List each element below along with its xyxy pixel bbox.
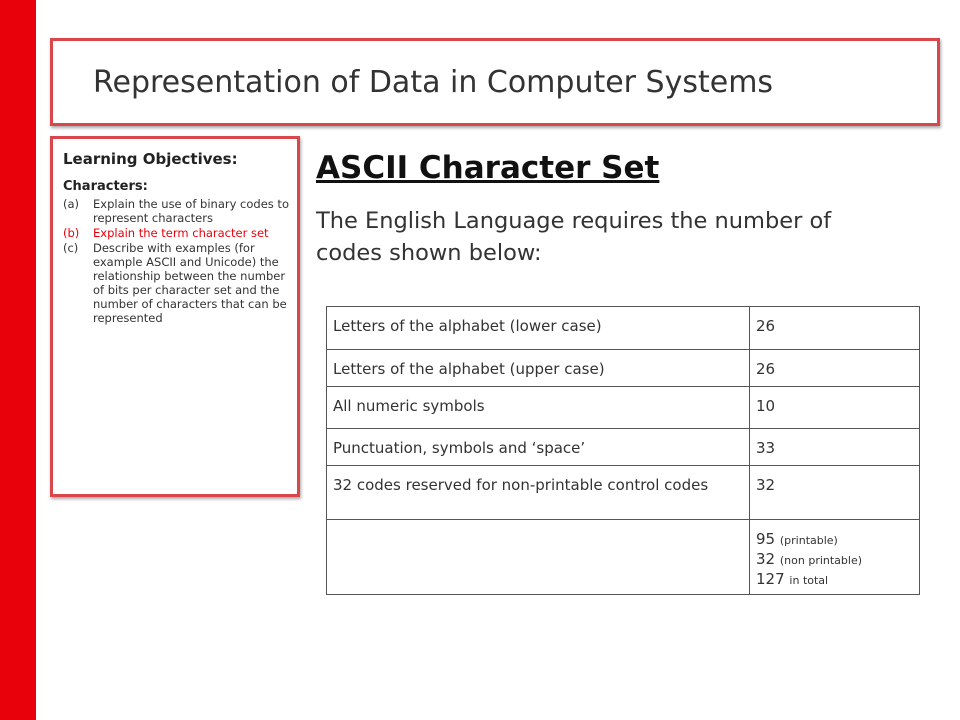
title-box	[50, 38, 940, 126]
objectives-heading: Learning Objectives:	[63, 150, 238, 168]
table-cell-totals	[750, 520, 920, 595]
objective-label: (c)	[63, 241, 79, 255]
table-cell-description: All numeric symbols	[327, 387, 750, 429]
objective-label: (a)	[63, 197, 80, 211]
objective-item-b	[63, 226, 289, 240]
table-row-totals	[327, 520, 920, 595]
table-row	[327, 466, 920, 520]
objective-text: Describe with examples (for example ASCII and Unicode) the relationship between the number of bits per character set and the number of characters that can be represented	[93, 241, 287, 325]
left-accent-bar	[0, 0, 36, 720]
total-value: 32	[756, 550, 776, 568]
table-row	[327, 387, 920, 429]
total-note: (printable)	[779, 534, 838, 547]
total-all	[756, 570, 913, 590]
table-cell-empty	[327, 520, 750, 595]
total-note: in total	[789, 574, 829, 587]
table-cell-count: 33	[750, 429, 920, 466]
objectives-subheading: Characters:	[63, 179, 148, 194]
intro-text: The English Language requires the number of codes shown below:	[316, 208, 832, 266]
table-row	[327, 307, 920, 350]
table-cell-count: 26	[750, 307, 920, 350]
table-cell-description: Letters of the alphabet (lower case)	[327, 307, 750, 350]
total-value: 95	[756, 530, 776, 548]
total-note: (non printable)	[779, 554, 863, 567]
table-cell-description: 32 codes reserved for non-printable control codes	[327, 466, 750, 520]
total-non-printable	[756, 550, 913, 570]
table-cell-description: Punctuation, symbols and ‘space’	[327, 429, 750, 466]
objective-text: Explain the term character set	[93, 226, 269, 240]
table-row	[327, 429, 920, 466]
learning-objectives-box	[50, 136, 300, 497]
table-cell-count: 26	[750, 350, 920, 387]
slide-title: Representation of Data in Computer Systems	[93, 64, 774, 100]
table-cell-count: 32	[750, 466, 920, 520]
objectives-list	[63, 197, 289, 325]
objective-item-a	[63, 197, 289, 225]
objective-text: Explain the use of binary codes to represent characters	[93, 197, 289, 225]
table-row	[327, 350, 920, 387]
total-value: 127	[756, 570, 785, 588]
objective-item-c	[63, 241, 289, 325]
objective-label: (b)	[63, 226, 80, 240]
codes-table	[326, 306, 920, 595]
table-cell-description: Letters of the alphabet (upper case)	[327, 350, 750, 387]
total-printable	[756, 530, 913, 550]
section-heading: ASCII Character Set	[316, 150, 660, 186]
table-cell-count: 10	[750, 387, 920, 429]
